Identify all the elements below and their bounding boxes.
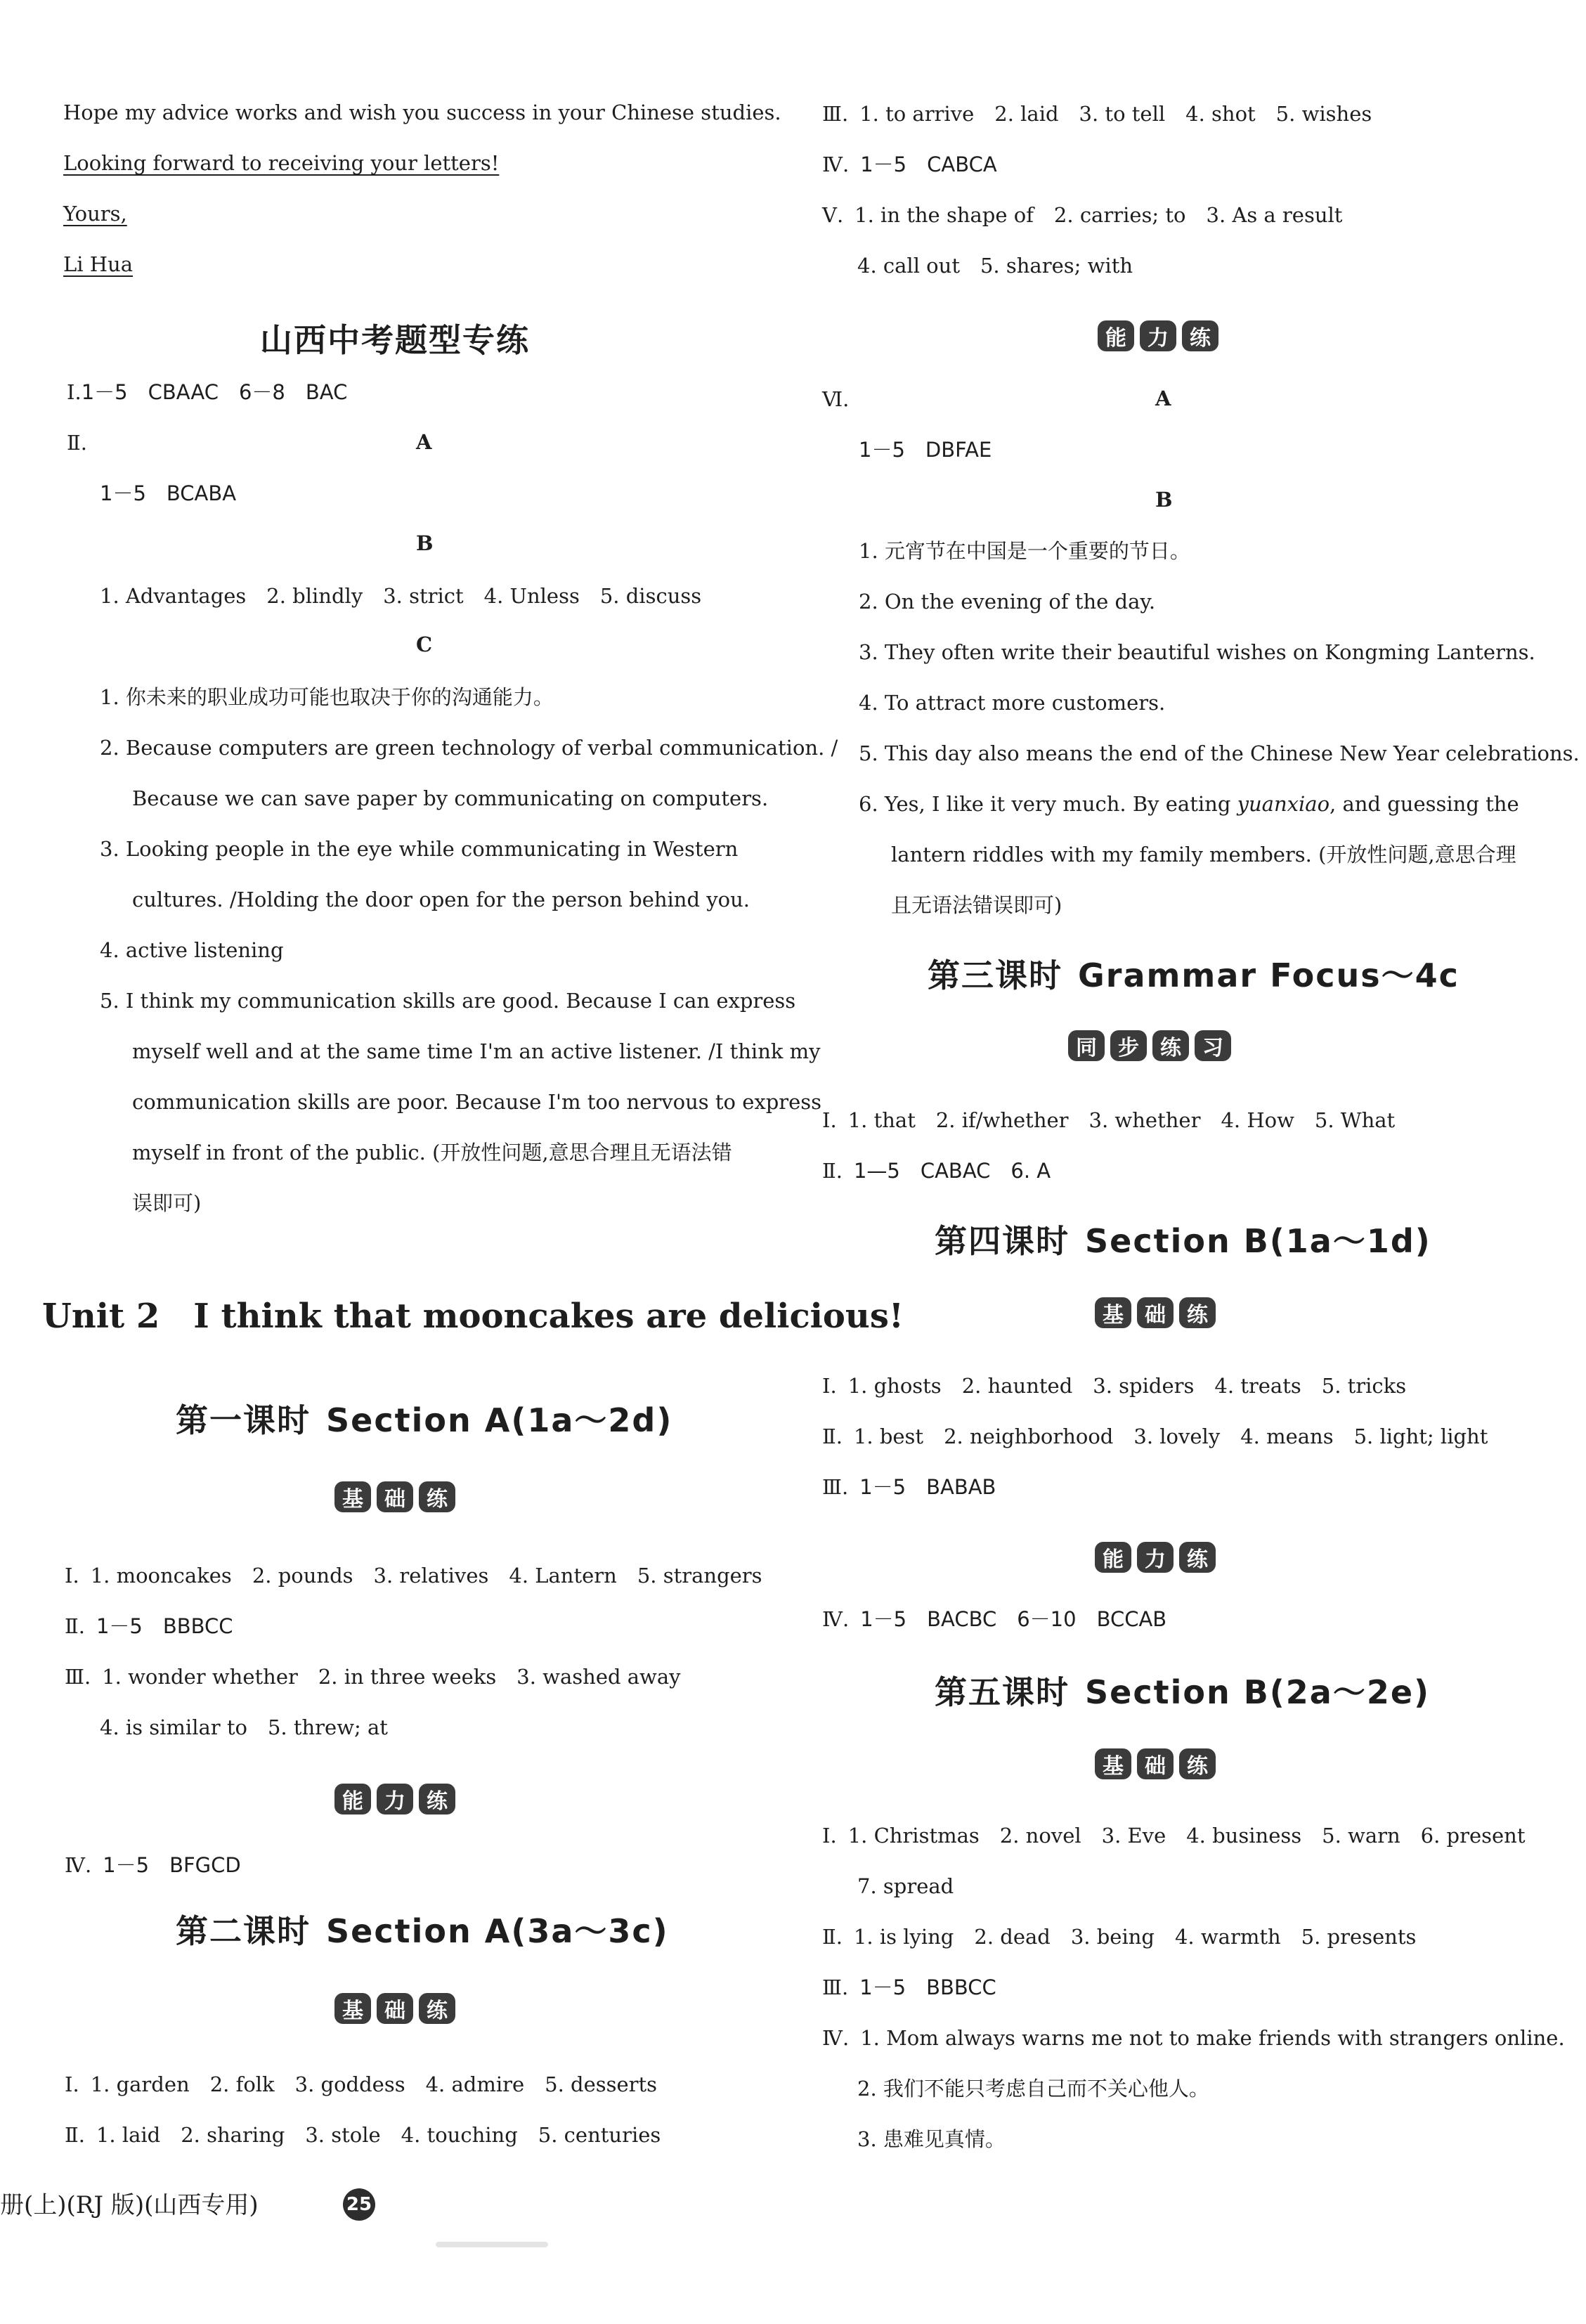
answer-text: 1－5 BACBC 6－10 BCCAB — [860, 1607, 1167, 1631]
badge-char: 力 — [377, 1784, 413, 1815]
passage-label: B — [1155, 488, 1173, 512]
question-number: Ⅰ. — [822, 1108, 837, 1132]
answer-text: 1－5 BBBCC — [859, 1975, 996, 1999]
question-row — [822, 1822, 1526, 1850]
question-row — [65, 1851, 241, 1879]
question-row — [822, 1923, 1416, 1951]
question-row — [822, 1106, 1395, 1134]
question-number: Ⅰ. — [65, 2072, 79, 2096]
answer-text: 7. spread — [857, 1874, 954, 1898]
answer-text: 4. is similar to 5. threw; at — [100, 1715, 388, 1739]
question-row — [65, 2121, 661, 2149]
badge-char: 练 — [1152, 1030, 1189, 1061]
letter-line: Looking forward to receiving your letters! — [63, 151, 500, 175]
answer-text: 1. Mom always warns me not to make friends with strangers online. — [860, 2026, 1565, 2050]
question-number: Ⅲ. — [822, 102, 849, 126]
question-number: Ⅰ. — [822, 1824, 837, 1848]
letter-signature: Li Hua — [63, 252, 134, 276]
passage-label: A — [1155, 387, 1171, 410]
answer-text: 1. wonder whether 2. in three weeks 3. washed away — [102, 1665, 681, 1689]
badge-char: 力 — [1137, 1542, 1174, 1573]
ability-practice-badge — [1098, 320, 1218, 351]
answer-text-italic: yuanxiao — [1237, 792, 1330, 816]
answer-text: 1－5 CBAAC 6－8 BAC — [81, 380, 348, 404]
scan-smudge — [436, 2242, 548, 2247]
lesson-section: Section A(3a～3c) — [326, 1912, 669, 1950]
answer-text: lantern riddles with my family members. (开放性问题,意思合理 — [891, 843, 1516, 866]
badge-char: 习 — [1195, 1030, 1231, 1061]
badge-char: 步 — [1110, 1030, 1147, 1061]
answer-text: 1. in the shape of 2. carries; to 3. As a result — [854, 203, 1343, 227]
badge-char: 练 — [419, 1481, 455, 1512]
badge-char: 力 — [1140, 320, 1176, 351]
lesson-number: 第一课时 — [176, 1401, 311, 1439]
lesson-title — [176, 1906, 669, 1952]
ability-practice-badge — [334, 1784, 455, 1815]
lesson-section: Section B(1a～1d) — [1085, 1222, 1431, 1260]
answer-text: cultures. /Holding the door open for the person behind you. — [132, 888, 750, 911]
badge-char: 基 — [334, 1993, 371, 2024]
question-number: Ⅳ. — [822, 1607, 850, 1631]
shanxi-practice-title: 山西中考题型专练 — [260, 321, 530, 359]
basic-practice-badge — [334, 1993, 455, 2024]
badge-char: 练 — [419, 1784, 455, 1815]
answer-text: 1. is lying 2. dead 3. being 4. warmth 5. presents — [853, 1925, 1417, 1949]
answer-text: 5. This day also means the end of the Chinese New Year celebrations. — [859, 741, 1580, 765]
answer-text: 且无语法错误即可) — [891, 893, 1062, 917]
badge-char: 基 — [1095, 1297, 1131, 1328]
answer-text: 1. laid 2. sharing 3. stole 4. touching 5. centuries — [96, 2123, 661, 2147]
question-number: Ⅰ. — [822, 1374, 837, 1398]
question-number: Ⅱ. — [822, 1159, 843, 1183]
answer-text-part: 6. Yes, I like it very much. By eating — [859, 792, 1237, 816]
answer-text: 2. 我们不能只考虑自己而不关心他人。 — [857, 2077, 1209, 2101]
answer-text: 误即可) — [132, 1191, 202, 1215]
badge-char: 础 — [377, 1481, 413, 1512]
question-number: Ⅰ. — [67, 380, 82, 404]
answer-text: 1. to arrive 2. laid 3. to tell 4. shot 5. wishes — [859, 102, 1372, 126]
question-row — [822, 150, 997, 178]
answer-text: 1. 元宵节在中国是一个重要的节日。 — [859, 539, 1190, 563]
question-row — [67, 378, 347, 406]
badge-char: 能 — [334, 1784, 371, 1815]
passage-label: C — [416, 632, 433, 656]
answer-text: communication skills are poor. Because I'm too nervous to express — [132, 1090, 822, 1114]
question-number: Ⅲ. — [65, 1665, 91, 1689]
badge-char: 同 — [1068, 1030, 1105, 1061]
answer-text-part: , and guessing the — [1330, 792, 1519, 816]
question-row — [65, 1612, 233, 1640]
badge-char: 练 — [1179, 1297, 1216, 1328]
answer-text: 4. call out 5. shares; with — [857, 254, 1133, 278]
badge-char: 练 — [1179, 1748, 1216, 1779]
answer-text: 2. On the evening of the day. — [859, 590, 1156, 614]
badge-char: 础 — [377, 1993, 413, 2024]
question-number: Ⅱ. — [822, 1925, 843, 1949]
question-row — [65, 2070, 657, 2098]
answer-text: 1－5 CABCA — [860, 152, 997, 176]
passage-label: A — [416, 430, 432, 454]
answer-text: 4. active listening — [100, 938, 284, 962]
badge-char: 础 — [1137, 1297, 1174, 1328]
lesson-title — [928, 950, 1460, 997]
question-row — [822, 1605, 1166, 1633]
answer-text: 1－5 BCABA — [100, 481, 237, 505]
answer-text: 1－5 BBBCC — [96, 1614, 233, 1638]
question-row — [65, 1562, 762, 1590]
answer-text: 1. that 2. if/whether 3. whether 4. How 5. What — [847, 1108, 1396, 1132]
answer-text: myself in front of the public. (开放性问题,意思合理且无语法错 — [132, 1141, 732, 1164]
footer-book-title: 册(上)(RJ 版)(山西专用) — [0, 2191, 259, 2219]
question-row — [822, 1372, 1406, 1400]
lesson-section: Section A(1a～2d) — [326, 1401, 673, 1439]
answer-text: 1. Christmas 2. novel 3. Eve 4. business 5. warn 6. present — [847, 1824, 1526, 1848]
answer-text: 3. Looking people in the eye while communicating in Western — [100, 837, 739, 861]
answer-text: 5. I think my communication skills are good. Because I can express — [100, 989, 796, 1013]
question-number: Ⅰ. — [65, 1564, 79, 1588]
question-number: Ⅲ. — [822, 1975, 849, 1999]
question-row — [65, 1663, 681, 1691]
lesson-title — [935, 1667, 1430, 1713]
basic-practice-badge — [1095, 1297, 1216, 1328]
page-number: 25 — [343, 2188, 375, 2221]
question-row — [822, 1473, 996, 1501]
question-row — [822, 2024, 1565, 2052]
answer-text: 1. garden 2. folk 3. goddess 4. admire 5. desserts — [90, 2072, 658, 2096]
answer-text: 1. 你未来的职业成功可能也取决于你的沟通能力。 — [100, 685, 554, 709]
question-row — [822, 1157, 1051, 1185]
lesson-section: Section B(2a～2e) — [1085, 1673, 1431, 1711]
question-number: Ⅴ. — [822, 203, 844, 227]
sync-practice-badge — [1068, 1030, 1231, 1061]
answer-text: 1. mooncakes 2. pounds 3. relatives 4. Lantern 5. strangers — [90, 1564, 762, 1588]
question-number: Ⅱ. — [67, 431, 87, 455]
unit-title: Unit 2 I think that mooncakes are delicious! — [42, 1297, 904, 1336]
ability-practice-badge — [1095, 1542, 1216, 1573]
answer-text: 1－5 BFGCD — [103, 1853, 241, 1877]
answer-text: 4. To attract more customers. — [859, 691, 1166, 715]
lesson-title — [176, 1395, 672, 1441]
basic-practice-badge — [334, 1481, 455, 1512]
lesson-number: 第五课时 — [935, 1673, 1070, 1711]
basic-practice-badge — [1095, 1748, 1216, 1779]
question-number: Ⅱ. — [65, 1614, 85, 1638]
lesson-section: Grammar Focus～4c — [1078, 956, 1460, 994]
badge-char: 练 — [419, 1993, 455, 2024]
badge-char: 能 — [1098, 320, 1134, 351]
lesson-title — [935, 1216, 1431, 1262]
answer-text: myself well and at the same time I'm an active listener. /I think my — [132, 1039, 821, 1063]
lesson-number: 第三课时 — [928, 956, 1062, 994]
letter-line: Yours, — [63, 202, 127, 226]
badge-char: 基 — [334, 1481, 371, 1512]
question-number: Ⅲ. — [822, 1475, 849, 1499]
question-number: Ⅳ. — [65, 1853, 92, 1877]
lesson-number: 第二课时 — [176, 1912, 311, 1950]
answer-text: 1. best 2. neighborhood 3. lovely 4. means 5. light; light — [853, 1424, 1488, 1448]
badge-char: 础 — [1137, 1748, 1174, 1779]
badge-char: 基 — [1095, 1748, 1131, 1779]
answer-text: 1—5 CABAC 6. A — [853, 1159, 1051, 1183]
question-row — [822, 100, 1372, 128]
answer-text — [859, 790, 1519, 818]
question-number: Ⅳ. — [822, 2026, 850, 2050]
answer-text: 1. ghosts 2. haunted 3. spiders 4. treats 5. tricks — [847, 1374, 1407, 1398]
letter-line: Hope my advice works and wish you success in your Chinese studies. — [63, 100, 781, 124]
question-number: Ⅵ. — [822, 387, 850, 411]
answer-text: 1－5 DBFAE — [859, 438, 992, 462]
question-row — [822, 201, 1342, 229]
badge-char: 能 — [1095, 1542, 1131, 1573]
lesson-number: 第四课时 — [935, 1222, 1070, 1260]
badge-char: 练 — [1179, 1542, 1216, 1573]
question-row — [822, 1422, 1488, 1450]
answer-text: 2. Because computers are green technology of verbal communication. / — [100, 736, 838, 760]
answer-text: 1. Advantages 2. blindly 3. strict 4. Unless 5. discuss — [100, 584, 702, 608]
answer-text: 3. 患难见真情。 — [857, 2127, 1006, 2151]
question-number: Ⅱ. — [65, 2123, 85, 2147]
passage-label: B — [416, 531, 434, 555]
question-row — [822, 1973, 996, 2001]
question-number: Ⅱ. — [822, 1424, 843, 1448]
question-number: Ⅳ. — [822, 152, 850, 176]
answer-text: 1－5 BABAB — [859, 1475, 996, 1499]
badge-char: 练 — [1182, 320, 1218, 351]
answer-text: 3. They often write their beautiful wishes on Kongming Lanterns. — [859, 640, 1535, 664]
answer-text: Because we can save paper by communicating on computers. — [132, 786, 769, 810]
